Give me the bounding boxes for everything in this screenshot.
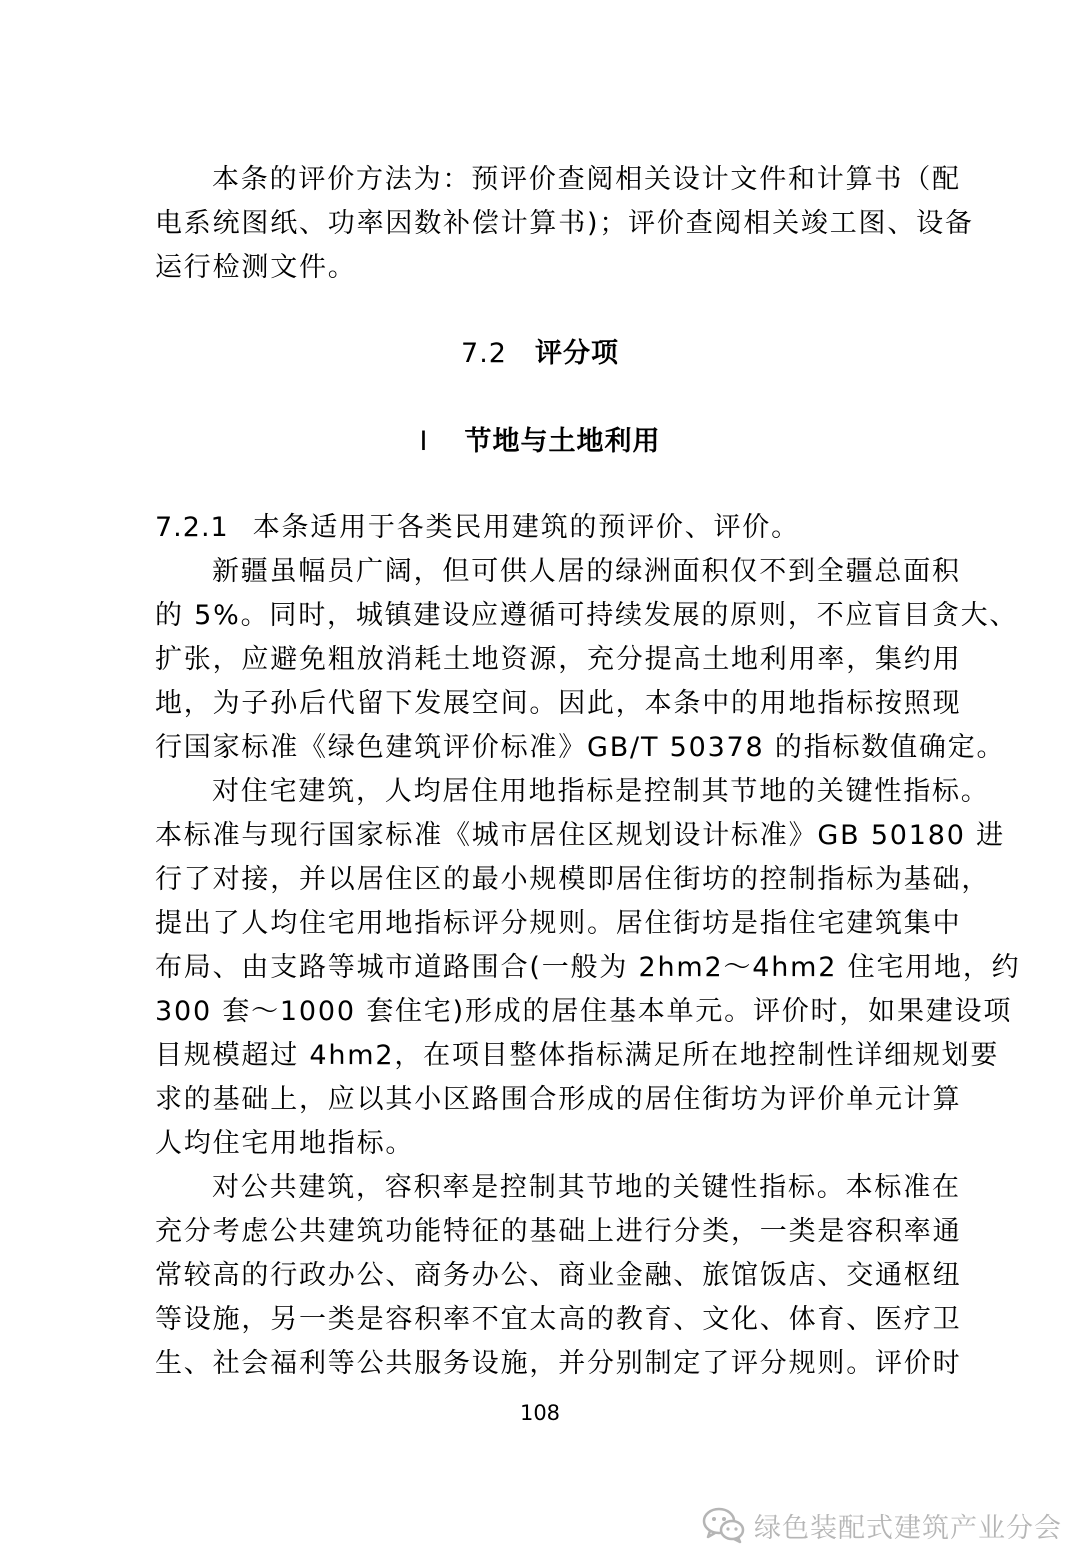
- subsection-number: I: [419, 426, 429, 457]
- residential-line-2: 本标准与现行国家标准《城市居住区规划设计标准》GB 50180 进: [155, 820, 1005, 851]
- public-line-5: 生、社会福利等公共服务设施，并分别制定了评分规则。评价时: [155, 1348, 962, 1379]
- public-line-2: 充分考虑公共建筑功能特征的基础上进行分类，一类是容积率通: [155, 1216, 962, 1247]
- method-line-3: 运行检测文件。: [155, 252, 357, 283]
- method-line-2: 电系统图纸、功率因数补偿计算书)；评价查阅相关竣工图、设备: [155, 208, 974, 239]
- public-line-4: 等设施，另一类是容积率不宜太高的教育、文化、体育、医疗卫: [155, 1304, 962, 1335]
- residential-line-9: 人均住宅用地指标。: [155, 1128, 415, 1159]
- residential-line-4: 提出了人均住宅用地指标评分规则。居住街坊是指住宅建筑集中: [155, 908, 962, 939]
- xinjiang-line-2: 的 5%。同时，城镇建设应遵循可持续发展的原则，不应盲目贪大、: [155, 600, 1019, 631]
- xinjiang-line-4: 地，为子孙后代留下发展空间。因此，本条中的用地指标按照现: [155, 688, 962, 719]
- public-line-1: 对公共建筑，容积率是控制其节地的关键性指标。本标准在: [212, 1172, 961, 1203]
- watermark-text: 绿色装配式建筑产业分会: [754, 1512, 1062, 1544]
- method-line-1: 本条的评价方法为：预评价查阅相关设计文件和计算书（配: [212, 164, 961, 195]
- residential-line-7: 目规模超过 4hm2，在项目整体指标满足所在地控制性详细规划要: [155, 1040, 1000, 1071]
- residential-line-1: 对住宅建筑，人均居住用地指标是控制其节地的关键性指标。: [212, 776, 990, 807]
- residential-line-3: 行了对接，并以居住区的最小规模即居住街坊的控制指标为基础，: [155, 864, 991, 895]
- residential-line-8: 求的基础上，应以其小区路围合形成的居住街坊为评价单元计算: [155, 1084, 962, 1115]
- section-number: 7.2: [461, 338, 507, 369]
- public-line-3: 常较高的行政办公、商务办公、商业金融、旅馆饭店、交通枢纽: [155, 1260, 962, 1291]
- clause-number: 7.2.1: [155, 512, 229, 543]
- wechat-icon: [702, 1506, 746, 1544]
- page-number: 108: [519, 1401, 561, 1425]
- clause-line: [155, 506, 800, 550]
- subsection-heading: [0, 420, 1080, 464]
- residential-line-6: 300 套～1000 套住宅)形成的居住基本单元。评价时，如果建设项: [155, 996, 1013, 1027]
- watermark: [702, 1500, 1062, 1550]
- xinjiang-line-1: 新疆虽幅员广阔，但可供人居的绿洲面积仅不到全疆总面积: [212, 556, 961, 587]
- section-title: 评分项: [534, 338, 619, 369]
- residential-line-5: 布局、由支路等城市道路围合(一般为 2hm2～4hm2 住宅用地，约: [155, 952, 1021, 983]
- section-heading: [0, 332, 1080, 376]
- clause-text: 本条适用于各类民用建筑的预评价、评价。: [252, 512, 800, 543]
- xinjiang-line-3: 扩张，应避免粗放消耗土地资源，充分提高土地利用率，集约用: [155, 644, 962, 675]
- subsection-title: 节地与土地利用: [464, 426, 661, 457]
- xinjiang-line-5: 行国家标准《绿色建筑评价标准》GB/T 50378 的指标数值确定。: [155, 732, 1006, 763]
